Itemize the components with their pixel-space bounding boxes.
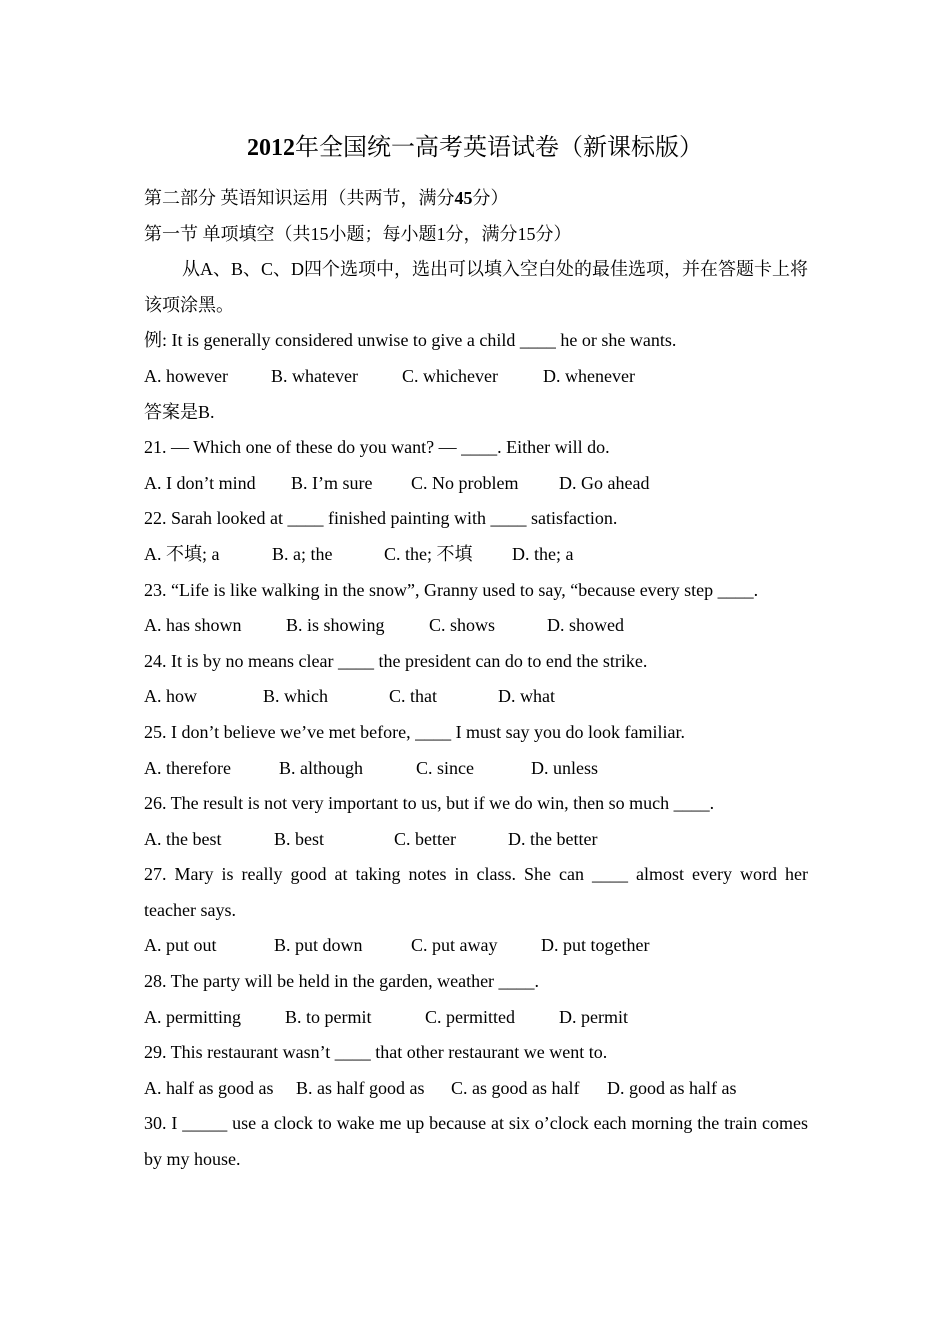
question-29-options: [144, 1071, 808, 1107]
question-25-stem: 25. I don’t believe we’ve met before, ____ I must say you do look familiar.: [144, 721, 686, 742]
question-24-stem: 24. It is by no means clear ____ the president can do to end the strike.: [144, 650, 648, 671]
q28-option-a: A. permitting: [144, 1006, 241, 1027]
q21-option-d: D. Go ahead: [559, 472, 650, 493]
q22-option-d: D. the; a: [512, 543, 574, 564]
title-text: 年全国统一高考英语试卷（新课标版）: [295, 135, 703, 161]
q25-option-c: C. since: [416, 757, 474, 778]
q22-option-c: C. the; 不填: [384, 543, 473, 564]
q24-option-d: D. what: [498, 686, 555, 707]
question-26-stem: 26. The result is not very important to us, but if we do win, then so much ____.: [144, 793, 715, 814]
page-title: [0, 132, 950, 164]
part-suffix: 分）: [472, 188, 509, 208]
q22-option-b: B. a; the: [272, 543, 333, 564]
q28-option-c: C. permitted: [425, 1006, 515, 1027]
exam-content: [144, 181, 808, 1178]
question-22-options: [144, 537, 808, 573]
q21-option-c: C. No problem: [411, 472, 519, 493]
q23-option-d: D. showed: [547, 615, 624, 636]
title-year: 2012: [247, 135, 295, 161]
question-27-stem: 27. Mary is really good at taking notes in class. She can ____ almost every word her teacher says.: [144, 864, 808, 920]
q21-option-a: A. I don’t mind: [144, 472, 256, 493]
q25-option-d: D. unless: [531, 757, 598, 778]
q25-option-a: A. therefore: [144, 757, 231, 778]
q21-option-b: B. I’m sure: [291, 472, 373, 493]
question-30-stem: 30. I _____ use a clock to wake me up because at six o’clock each morning the train comes by my house.: [144, 1113, 808, 1170]
q26-option-b: B. best: [274, 828, 325, 849]
q28-option-b: B. to permit: [285, 1006, 372, 1027]
part-label: 第二部分 英语知识运用（共两节，满分: [144, 188, 455, 208]
question-28-stem: 28. The party will be held in the garden, weather ____.: [144, 971, 540, 992]
q26-option-c: C. better: [394, 828, 456, 849]
q25-option-b: B. although: [279, 757, 363, 778]
q27-option-a: A. put out: [144, 935, 217, 956]
q29-option-d: D. good as half as: [607, 1077, 737, 1098]
example-option-d: D. whenever: [543, 365, 635, 386]
question-24-options: [144, 679, 808, 715]
q27-option-b: B. put down: [274, 935, 363, 956]
q23-option-a: A. has shown: [144, 615, 242, 636]
question-21-options: [144, 466, 808, 502]
example-option-c: C. whichever: [402, 365, 498, 386]
example-option-b: B. whatever: [271, 365, 358, 386]
question-28-options: [144, 1000, 808, 1036]
q23-option-b: B. is showing: [286, 615, 385, 636]
question-25-options: [144, 751, 808, 787]
question-23-options: [144, 608, 808, 644]
q28-option-d: D. permit: [559, 1006, 628, 1027]
question-27-options: [144, 928, 808, 964]
q29-option-a: A. half as good as: [144, 1077, 274, 1098]
question-23-stem: 23. “Life is like walking in the snow”, Granny used to say, “because every step ____.: [144, 579, 759, 600]
q22-option-a: A. 不填; a: [144, 543, 220, 564]
q29-option-c: C. as good as half: [451, 1077, 580, 1098]
q26-option-a: A. the best: [144, 828, 222, 849]
q23-option-c: C. shows: [429, 615, 496, 636]
q24-option-c: C. that: [389, 686, 437, 707]
example-option-a: A. however: [144, 365, 228, 386]
q29-option-b: B. as half good as: [296, 1077, 425, 1098]
section-heading: 第一节 单项填空（共15小题；每小题1分，满分15分）: [144, 223, 572, 244]
q27-option-d: D. put together: [541, 935, 650, 956]
part-score: 45: [454, 188, 473, 208]
question-22-stem: 22. Sarah looked at ____ finished painting with ____ satisfaction.: [144, 508, 618, 529]
question-29-stem: 29. This restaurant wasn’t ____ that other restaurant we went to.: [144, 1042, 608, 1063]
q26-option-d: D. the better: [508, 828, 598, 849]
example-options: [144, 359, 808, 395]
q27-option-c: C. put away: [411, 935, 498, 956]
question-21-stem: 21. — Which one of these do you want? — ____. Either will do.: [144, 437, 610, 458]
example-answer: 答案是B.: [144, 401, 215, 422]
instructions: 从A、B、C、D四个选项中，选出可以填入空白处的最佳选项，并在答题卡上将该项涂黑。: [144, 259, 809, 315]
q24-option-b: B. which: [263, 686, 328, 707]
example-stem: 例: It is generally considered unwise to give a child ____ he or she wants.: [144, 330, 677, 351]
question-26-options: [144, 822, 808, 858]
part-heading: [144, 181, 808, 217]
q24-option-a: A. how: [144, 686, 197, 707]
